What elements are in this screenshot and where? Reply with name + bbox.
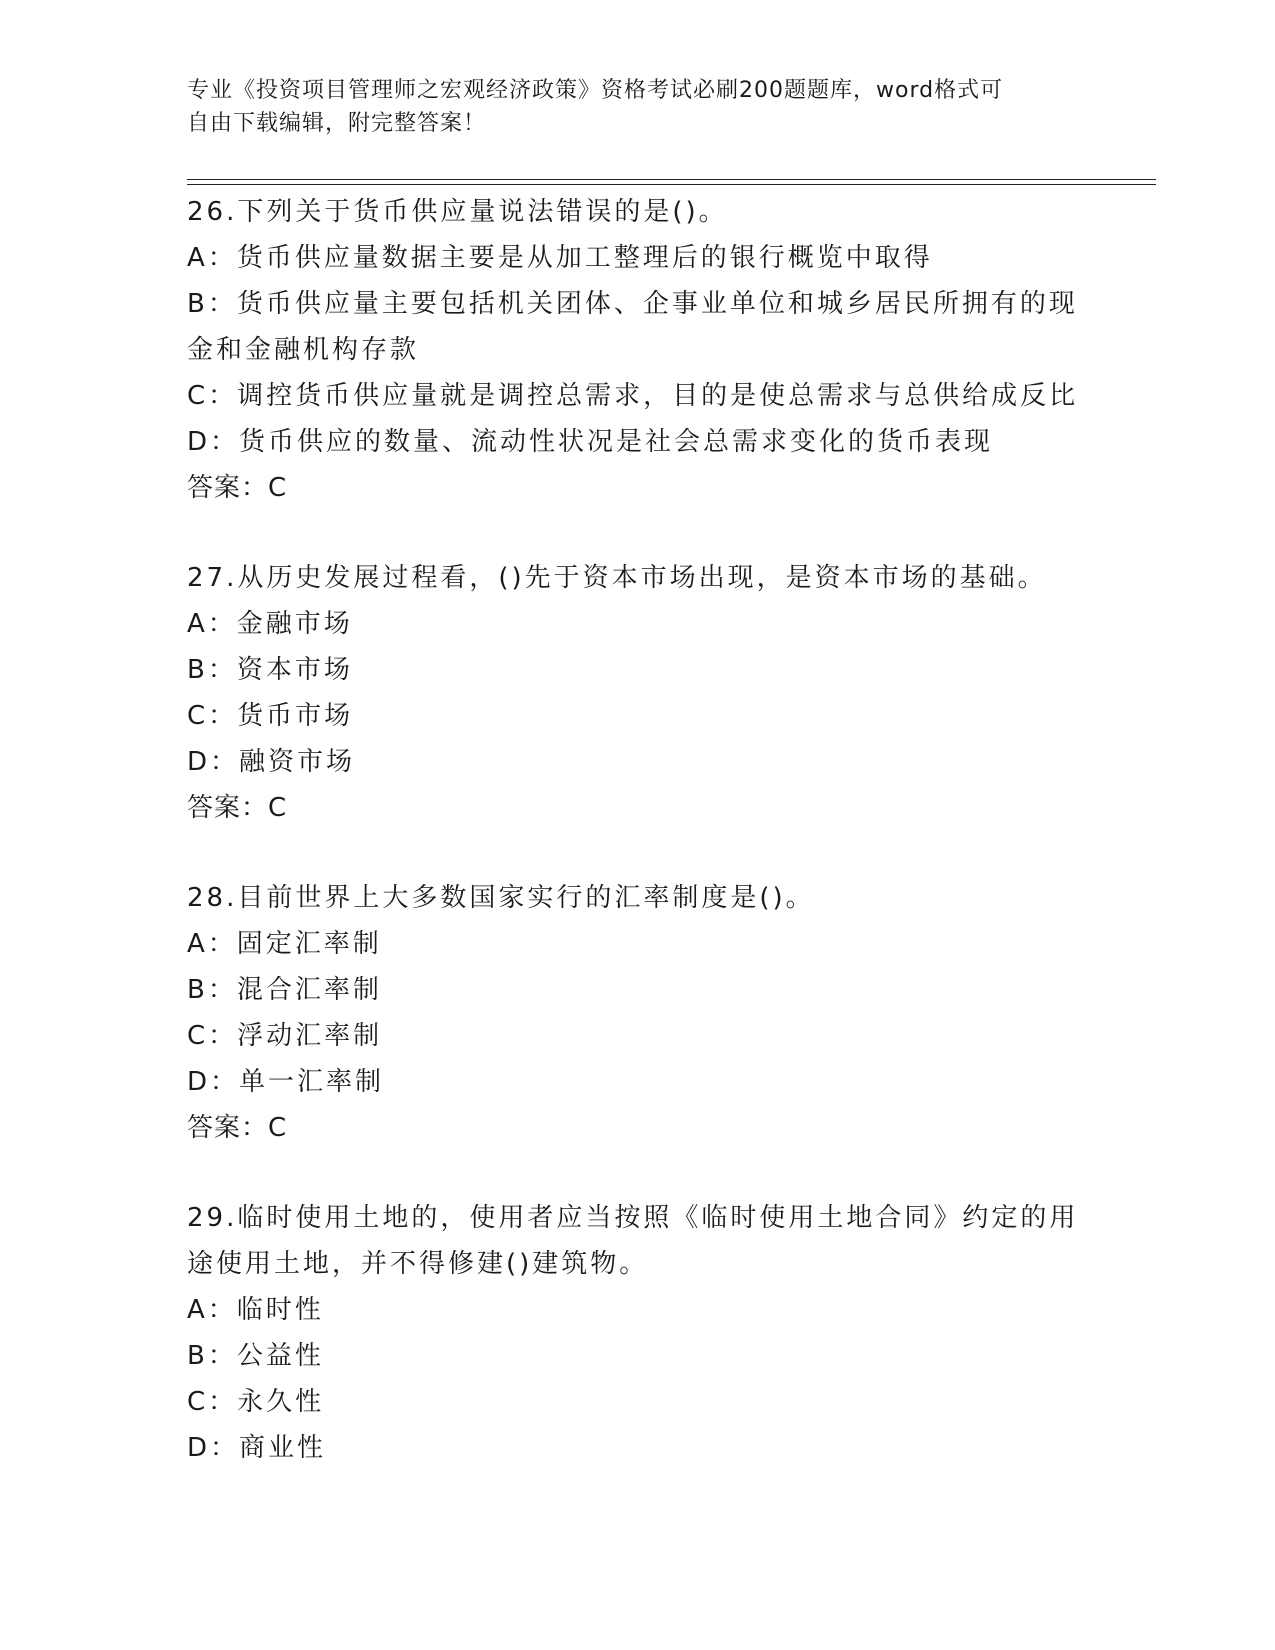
option-c: C：货币市场 bbox=[187, 701, 354, 731]
question-stem: 29.临时使用土地的，使用者应当按照《临时使用土地合同》约定的用 bbox=[187, 1203, 1079, 1233]
option-d: D：融资市场 bbox=[187, 747, 356, 777]
option-b-continued: 金和金融机构存款 bbox=[187, 335, 420, 365]
option-b: B：混合汇率制 bbox=[187, 975, 382, 1005]
question-29 bbox=[187, 1195, 1087, 1471]
option-d: D：单一汇率制 bbox=[187, 1067, 385, 1097]
option-d: D：货币供应的数量、流动性状况是社会总需求变化的货币表现 bbox=[187, 427, 994, 457]
answer-line: 答案：C bbox=[187, 1113, 288, 1143]
question-list bbox=[187, 189, 1087, 1515]
question-27 bbox=[187, 555, 1087, 831]
header-divider-bottom bbox=[187, 184, 1156, 185]
question-28 bbox=[187, 875, 1087, 1151]
question-stem-continued: 途使用土地，并不得修建()建筑物。 bbox=[187, 1249, 649, 1279]
document-header bbox=[187, 74, 1067, 140]
header-line-2: 自由下载编辑，附完整答案！ bbox=[187, 111, 487, 136]
question-26 bbox=[187, 189, 1087, 511]
option-b: B：公益性 bbox=[187, 1341, 324, 1371]
option-c: C：调控货币供应量就是调控总需求，目的是使总需求与总供给成反比 bbox=[187, 381, 1079, 411]
answer-line: 答案：C bbox=[187, 793, 288, 823]
option-b: B：货币供应量主要包括机关团体、企事业单位和城乡居民所拥有的现 bbox=[187, 289, 1078, 319]
option-b: B：资本市场 bbox=[187, 655, 353, 685]
question-stem: 28.目前世界上大多数国家实行的汇率制度是()。 bbox=[187, 883, 815, 913]
question-stem: 27.从历史发展过程看，()先于资本市场出现，是资本市场的基础。 bbox=[187, 563, 1047, 593]
option-a: A：固定汇率制 bbox=[187, 929, 382, 959]
option-a: A：金融市场 bbox=[187, 609, 353, 639]
option-a: A：货币供应量数据主要是从加工整理后的银行概览中取得 bbox=[187, 243, 933, 273]
option-d: D：商业性 bbox=[187, 1433, 327, 1463]
question-stem: 26.下列关于货币供应量说法错误的是()。 bbox=[187, 197, 728, 227]
answer-line: 答案：C bbox=[187, 473, 288, 503]
option-c: C：永久性 bbox=[187, 1387, 325, 1417]
header-line-1: 专业《投资项目管理师之宏观经济政策》资格考试必刷200题题库，word格式可 bbox=[187, 78, 1004, 103]
option-c: C：浮动汇率制 bbox=[187, 1021, 383, 1051]
header-divider-top bbox=[187, 179, 1156, 180]
option-a: A：临时性 bbox=[187, 1295, 324, 1325]
